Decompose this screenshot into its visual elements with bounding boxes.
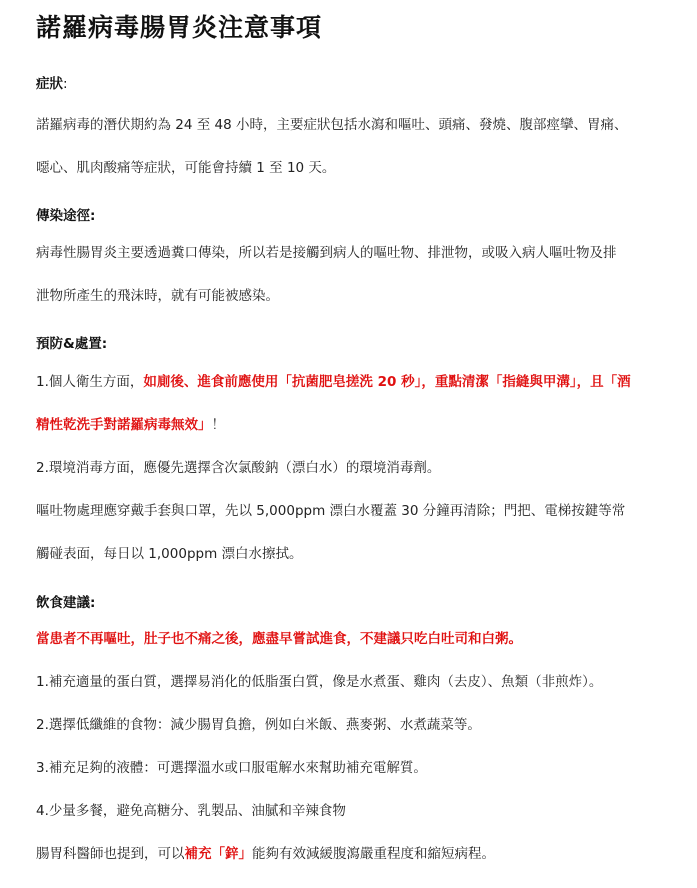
diet-closing-prefix: 腸胃科醫師也提到，可以: [36, 846, 185, 862]
diet-closing: [36, 833, 675, 876]
prevention-section: [36, 332, 675, 352]
symptoms-heading: [36, 72, 675, 92]
symptoms-line-1: 諾羅病毒的潛伏期約為 24 至 48 小時，主要症狀包括水瀉和嘔吐、頭痛、發燒、腹部痙攣、胃痛、: [36, 117, 628, 133]
diet-closing-suffix: 能夠有效減緩腹瀉嚴重程度和縮短病程。: [252, 846, 495, 862]
transmission-body: [36, 232, 675, 318]
prevention-item-1-line-2: [36, 404, 675, 447]
prevention-body: [36, 361, 675, 576]
diet-heading: 飲食建議:: [36, 595, 96, 611]
prevention-item-3-line-1: 嘔吐物處理應穿戴手套與口罩，先以 5,000ppm 漂白水覆蓋 30 分鐘再清除；門把、電梯按鍵等常: [36, 503, 626, 519]
prevention-item-1-prefix: 1.個人衛生方面，: [36, 374, 144, 390]
symptoms-heading-colon: :: [63, 76, 68, 92]
symptoms-line-2: 噁心、肌肉酸痛等症狀，可能會持續 1 至 10 天。: [36, 160, 336, 176]
prevention-heading: 預防&處置:: [36, 336, 108, 352]
prevention-item-1-highlight-2: 精性乾洗手對諾羅病毒無效」: [36, 417, 212, 433]
prevention-item-1-highlight-1: 如廁後、進食前應使用「抗菌肥皂搓洗 20 秒」，重點清潔「指縫與甲溝」，且「酒: [143, 374, 631, 390]
diet-item-1: 1.補充適量的蛋白質，選擇易消化的低脂蛋白質，像是水煮蛋、雞肉（去皮）、魚類（非煎炸）。: [36, 674, 603, 690]
diet-section: [36, 591, 675, 611]
diet-item-3: 3.補充足夠的液體：可選擇溫水或口服電解水來幫助補充電解質。: [36, 760, 427, 776]
diet-body: [36, 618, 675, 876]
transmission-section: [36, 204, 675, 224]
diet-item-4: 4.少量多餐，避免高糖分、乳製品、油膩和辛辣食物: [36, 803, 346, 819]
transmission-heading: 傳染途徑:: [36, 208, 96, 224]
symptoms-heading-text: 症狀: [36, 76, 63, 92]
prevention-item-1-suffix: ！: [211, 417, 225, 433]
prevention-item-1-line-1: [36, 361, 675, 404]
transmission-line-1: 病毒性腸胃炎主要透過糞口傳染，所以若是接觸到病人的嘔吐物、排泄物，或吸入病人嘔吐物及排: [36, 245, 617, 261]
prevention-item-2: 2.環境消毒方面，應優先選擇含次氯酸鈉（漂白水）的環境消毒劑。: [36, 460, 441, 476]
diet-closing-highlight: 補充「鋅」: [184, 846, 252, 862]
symptoms-section: [36, 72, 675, 92]
transmission-line-2: 泄物所產生的飛沫時，就有可能被感染。: [36, 288, 279, 304]
symptoms-body: [36, 104, 675, 190]
diet-item-2: 2.選擇低纖維的食物：減少腸胃負擔，例如白米飯、燕麥粥、水煮蔬菜等。: [36, 717, 481, 733]
diet-warning: 當患者不再嘔吐，肚子也不痛之後，應盡早嘗試進食，不建議只吃白吐司和白粥。: [36, 631, 522, 647]
prevention-item-3-line-2: 觸碰表面，每日以 1,000ppm 漂白水擦拭。: [36, 546, 303, 562]
page-title: 諾羅病毒腸胃炎注意事項: [36, 13, 323, 42]
